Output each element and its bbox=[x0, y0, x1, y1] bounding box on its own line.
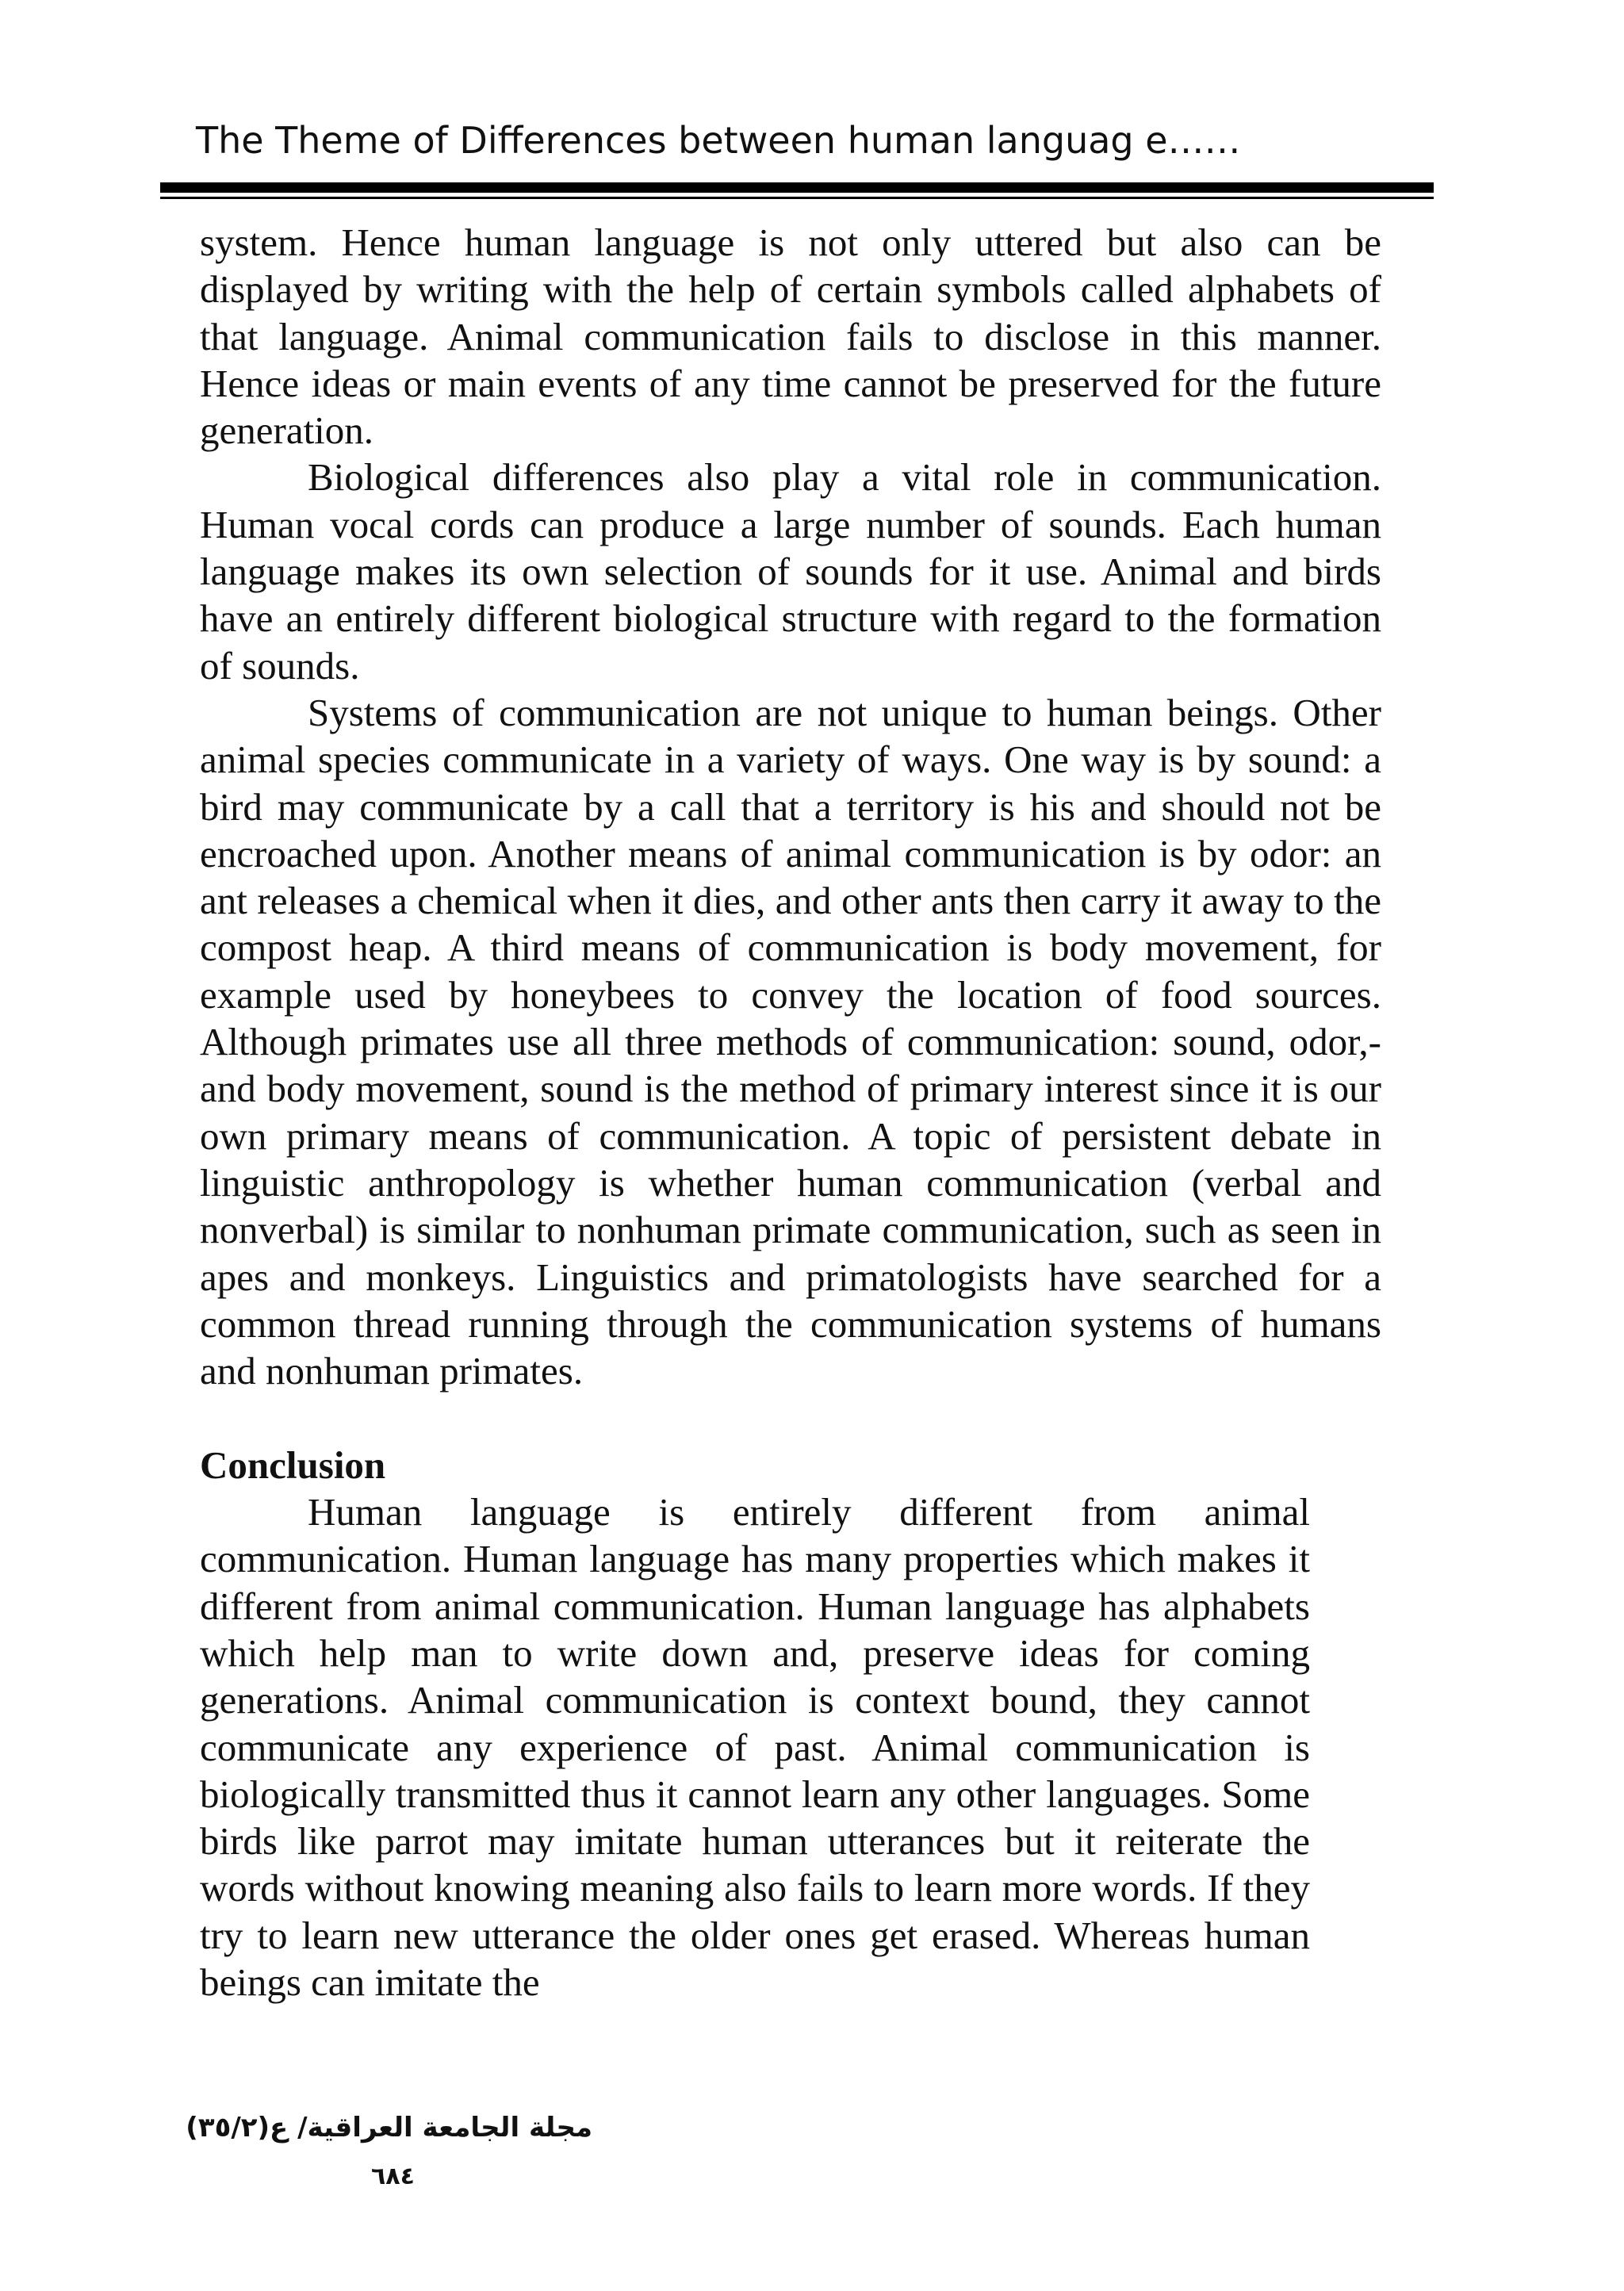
footer-page-number: ٦٨٤ bbox=[371, 2163, 415, 2190]
body-paragraph-continuation: system. Hence human language is not only uttered but also can be displayed by writing with the help of certain symbols called alphabets of that language. Animal communication fails to disclose in this manner. Hence ideas or main events of any time cannot be preserved for the future generation. bbox=[200, 220, 1381, 453]
header-rule-thick bbox=[160, 182, 1434, 193]
paragraph-spacer bbox=[200, 1394, 1381, 1441]
conclusion-heading: Conclusion bbox=[200, 1442, 386, 1487]
footer-journal-name: مجلة الجامعة العراقية/ ع(٣٥/٢) bbox=[186, 2112, 592, 2144]
running-header-title: The Theme of Differences between human languag e…… bbox=[196, 119, 1241, 162]
body-paragraph-systems: Systems of communication are not unique to human beings. Other animal species communicate in a variety of ways. One way is by sound: a bird may communicate by a call that a territory is his and should not be encroached upon. Another means of animal communication is by odor: an ant releases a chemical when it dies, and other ants then carry it away to the compost heap. A third means of communication is body movement, for example used by honeybees to convey the location of food sources. Although primates use all three methods of communication: sound, odor,-and body movement, sound is the method of primary interest since it is our own primary means of communication. A topic of persistent debate in linguistic anthropology is whether human communication (verbal and nonverbal) is similar to nonhuman primate communication, such as seen in apes and monkeys. Linguistics and primatologists have searched for a common thread running through the communication systems of humans and nonhuman primates. bbox=[200, 690, 1381, 1393]
body-paragraph-biological: Biological differences also play a vital role in communication. Human vocal cords can produce a large number of sounds. Each human language makes its own selection of sounds for it use. Animal and birds have an entirely different biological structure with regard to the formation of sounds. bbox=[200, 455, 1381, 688]
conclusion-paragraph: Human language is entirely different from animal communication. Human language has many properties which makes it different from animal communication. Human language has alphabets which help man to write down and, preserve ideas for coming generations. Animal communication is context bound, they cannot communicate any experience of past. Animal communication is biologically transmitted thus it cannot learn any other languages. Some birds like parrot may imitate human utterances but it reiterate the words without knowing meaning also fails to learn more words. If they try to learn new utterance the older ones get erased. Whereas human beings can imitate the bbox=[200, 1490, 1310, 2004]
header-rule-thin bbox=[160, 197, 1434, 199]
article-body bbox=[200, 219, 1381, 2006]
